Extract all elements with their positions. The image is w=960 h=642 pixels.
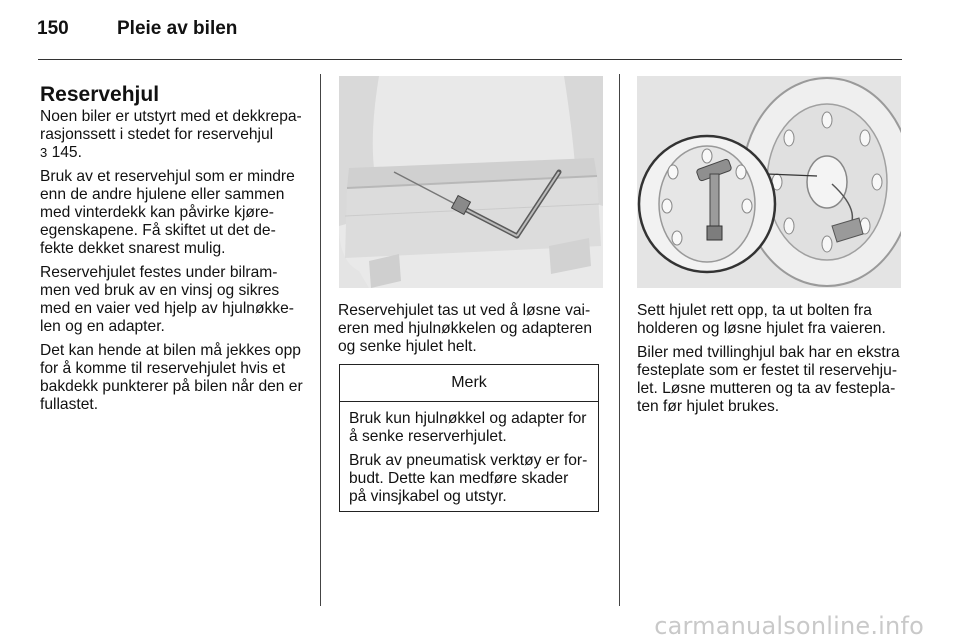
page-number: 150 <box>37 18 69 39</box>
wrench-bumper-illustration <box>339 76 603 288</box>
header-divider <box>38 59 902 60</box>
column-divider-right <box>619 74 620 606</box>
note-heading: Merk <box>340 365 598 402</box>
note-box <box>339 364 599 512</box>
paragraph-remove-bolt: Sett hjulet rett opp, ta ut bolten fra holderen og løsne hjulet fra vaieren. <box>637 302 886 337</box>
watermark-text: carmanualsonline.info <box>654 612 924 640</box>
note-body <box>340 402 598 506</box>
paragraph-lower-spare: Reservehjulet tas ut ved å løsne vai-eren med hjulnøkkelen og adapteren og senke hjulet helt. <box>338 302 592 355</box>
paragraph-twin-wheels: Biler med tvillinghjul bak har en ekstra festeplate som er festet til reservehju-let. Løsne mutteren og ta av festepla-ten før hjulet brukes. <box>637 344 900 415</box>
chapter-title: Pleie av bilen <box>117 18 238 39</box>
text-column-middle <box>338 302 603 362</box>
paragraph-mounting: Reservehjulet festes under bilram-men ved bruk av en vinsj og sikres med en vaier ved hjelp av hjulnøkke-len og en adapter. <box>40 264 294 335</box>
cross-reference-arrow-icon: 3 <box>40 145 48 160</box>
cross-reference-page[interactable]: 145. <box>51 144 82 161</box>
paragraph-kit-text: Noen biler er utstyrt med et dekkrepa-rasjonssett i stedet for reservehjul <box>40 108 302 143</box>
text-column-right <box>637 302 902 422</box>
text-column-left <box>40 82 305 420</box>
note-paragraph-pneumatic: Bruk av pneumatisk verktøy er for-budt. Dette kan medføre skader på vinsjkabel og utstyr. <box>349 452 588 505</box>
paragraph-jacking: Det kan hende at bilen må jekkes opp for å komme til reservehjulet hvis et bakdekk punkterer på bilen når den er fullastet. <box>40 342 303 413</box>
paragraph-small-spare: Bruk av et reservehjul som er mindre enn de andre hjulene eller sammen med vinterdekk kan påvirke kjøre-egenskapene. Få skiftet ut det de-fekte dekket snarest mulig. <box>40 168 295 257</box>
section-title: Reservehjul <box>40 83 160 106</box>
column-divider-left <box>320 74 321 606</box>
note-paragraph-tools: Bruk kun hjulnøkkel og adapter for å senke reserverhjulet. <box>349 410 587 445</box>
spare-wheel-illustration <box>637 76 901 288</box>
paragraph-kit-note <box>40 108 305 162</box>
figure-spare-wheel <box>637 76 901 288</box>
figure-wrench-bumper <box>339 76 603 288</box>
